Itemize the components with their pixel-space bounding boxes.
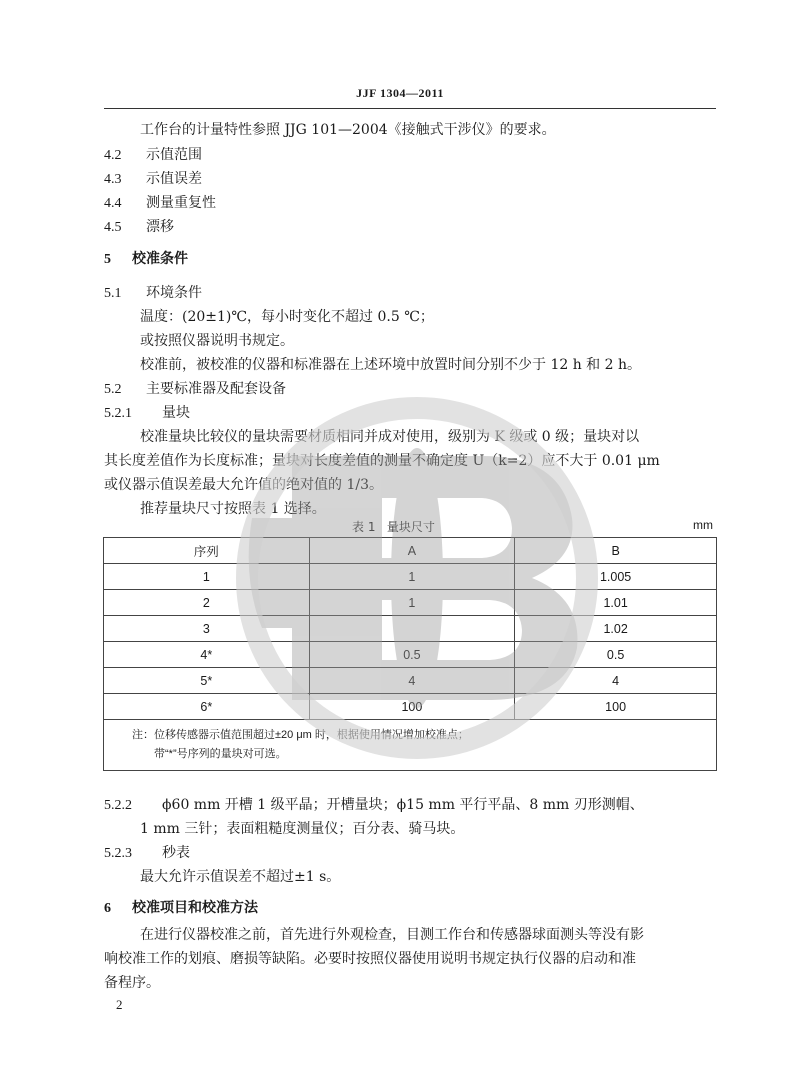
paragraph-line: 工作台的计量特性参照 JJG 101—2004《接触式干涉仪》的要求。 [140, 122, 556, 138]
table-cell: 4* [104, 642, 310, 668]
section-5-2-3: 5.2.3 秒表 [104, 845, 190, 861]
table-note-row [104, 720, 717, 771]
table-cell: 3 [104, 616, 310, 642]
table-cell: 1 [309, 564, 515, 590]
paragraph-line: 或仪器示值误差最大允许值的绝对值的 1/3。 [104, 477, 383, 493]
header-rule [104, 108, 716, 109]
table-cell: 100 [309, 694, 515, 720]
table-cell: 1 [104, 564, 310, 590]
section-5-2: 5.2 主要标准器及配套设备 [104, 381, 286, 397]
table-row [104, 694, 717, 720]
section-5-2-1: 5.2.1 量块 [104, 405, 190, 421]
table-note-line: 注：位移传感器示值范围超过±20 μm 时，根据使用情况增加校准点； [132, 729, 469, 741]
table-cell: 4 [515, 668, 717, 694]
table-cell: 1.02 [515, 616, 717, 642]
section-5-heading: 5 校准条件 [104, 251, 188, 267]
paragraph-line: 最大允许示值误差不超过±1 s。 [140, 869, 341, 885]
table-cell: 0.5 [309, 642, 515, 668]
table-caption: 表 1 量块尺寸 [352, 520, 435, 534]
section-4-2: 4.2 示值范围 [104, 147, 202, 163]
section-5-1: 5.1 环境条件 [104, 285, 202, 301]
page-number: 2 [116, 997, 123, 1012]
table-cell: 1.01 [515, 590, 717, 616]
table-header-cell: B [515, 538, 717, 564]
table-cell: 4 [309, 668, 515, 694]
gauge-block-table [103, 537, 717, 771]
paragraph-line: 其长度差值作为长度标准；量块对长度差值的测量不确定度 U（k=2）应不大于 0.01 μm [104, 453, 660, 469]
table-row [104, 590, 717, 616]
table-unit: mm [693, 518, 713, 532]
paragraph-line: 在进行仪器校准之前，首先进行外观检查，目测工作台和传感器球面测头等没有影 [140, 927, 644, 943]
table-row [104, 642, 717, 668]
table-cell: 0.5 [515, 642, 717, 668]
table-note [104, 720, 717, 771]
table-cell [309, 616, 515, 642]
paragraph-line: 校准量块比较仪的量块需要材质相同并成对使用，级别为 K 级或 0 级；量块对以 [140, 429, 640, 445]
section-4-5: 4.5 漂移 [104, 219, 174, 235]
table-header-cell: A [309, 538, 515, 564]
table-note-line: 带“*”号序列的量块对可选。 [154, 748, 287, 760]
table-row [104, 616, 717, 642]
table-cell: 100 [515, 694, 717, 720]
paragraph-line: 校准前，被校准的仪器和标准器在上述环境中放置时间分别不少于 12 h 和 2 h。 [140, 357, 642, 373]
paragraph-line: 响校准工作的划痕、磨损等缺陷。必要时按照仪器使用说明书规定执行仪器的启动和准 [104, 951, 636, 967]
table-cell: 1 [309, 590, 515, 616]
table-cell: 2 [104, 590, 310, 616]
table-cell: 1.005 [515, 564, 717, 590]
table-row [104, 668, 717, 694]
table-row [104, 564, 717, 590]
table-cell: 6* [104, 694, 310, 720]
paragraph-line: 或按照仪器说明书规定。 [140, 333, 294, 349]
section-4-4: 4.4 测量重复性 [104, 195, 216, 211]
section-5-2-2: 5.2.2 ϕ60 mm 开槽 1 级平晶；开槽量块；ϕ15 mm 平行平晶、8 mm 刃形测帽、 [104, 797, 644, 813]
table-cell: 5* [104, 668, 310, 694]
section-4-3: 4.3 示值误差 [104, 171, 202, 187]
table-header-row [104, 538, 717, 564]
table-header-cell: 序列 [104, 538, 310, 564]
paragraph-line: 推荐量块尺寸按照表 1 选择。 [140, 501, 326, 517]
paragraph-line: 温度：(20±1)℃，每小时变化不超过 0.5 ℃； [140, 309, 434, 325]
section-6-heading: 6 校准项目和校准方法 [104, 900, 258, 916]
running-header: JJF 1304—2011 [356, 86, 444, 100]
paragraph-line: 1 mm 三针；表面粗糙度测量仪；百分表、骑马块。 [140, 821, 465, 837]
paragraph-line: 备程序。 [104, 975, 160, 991]
